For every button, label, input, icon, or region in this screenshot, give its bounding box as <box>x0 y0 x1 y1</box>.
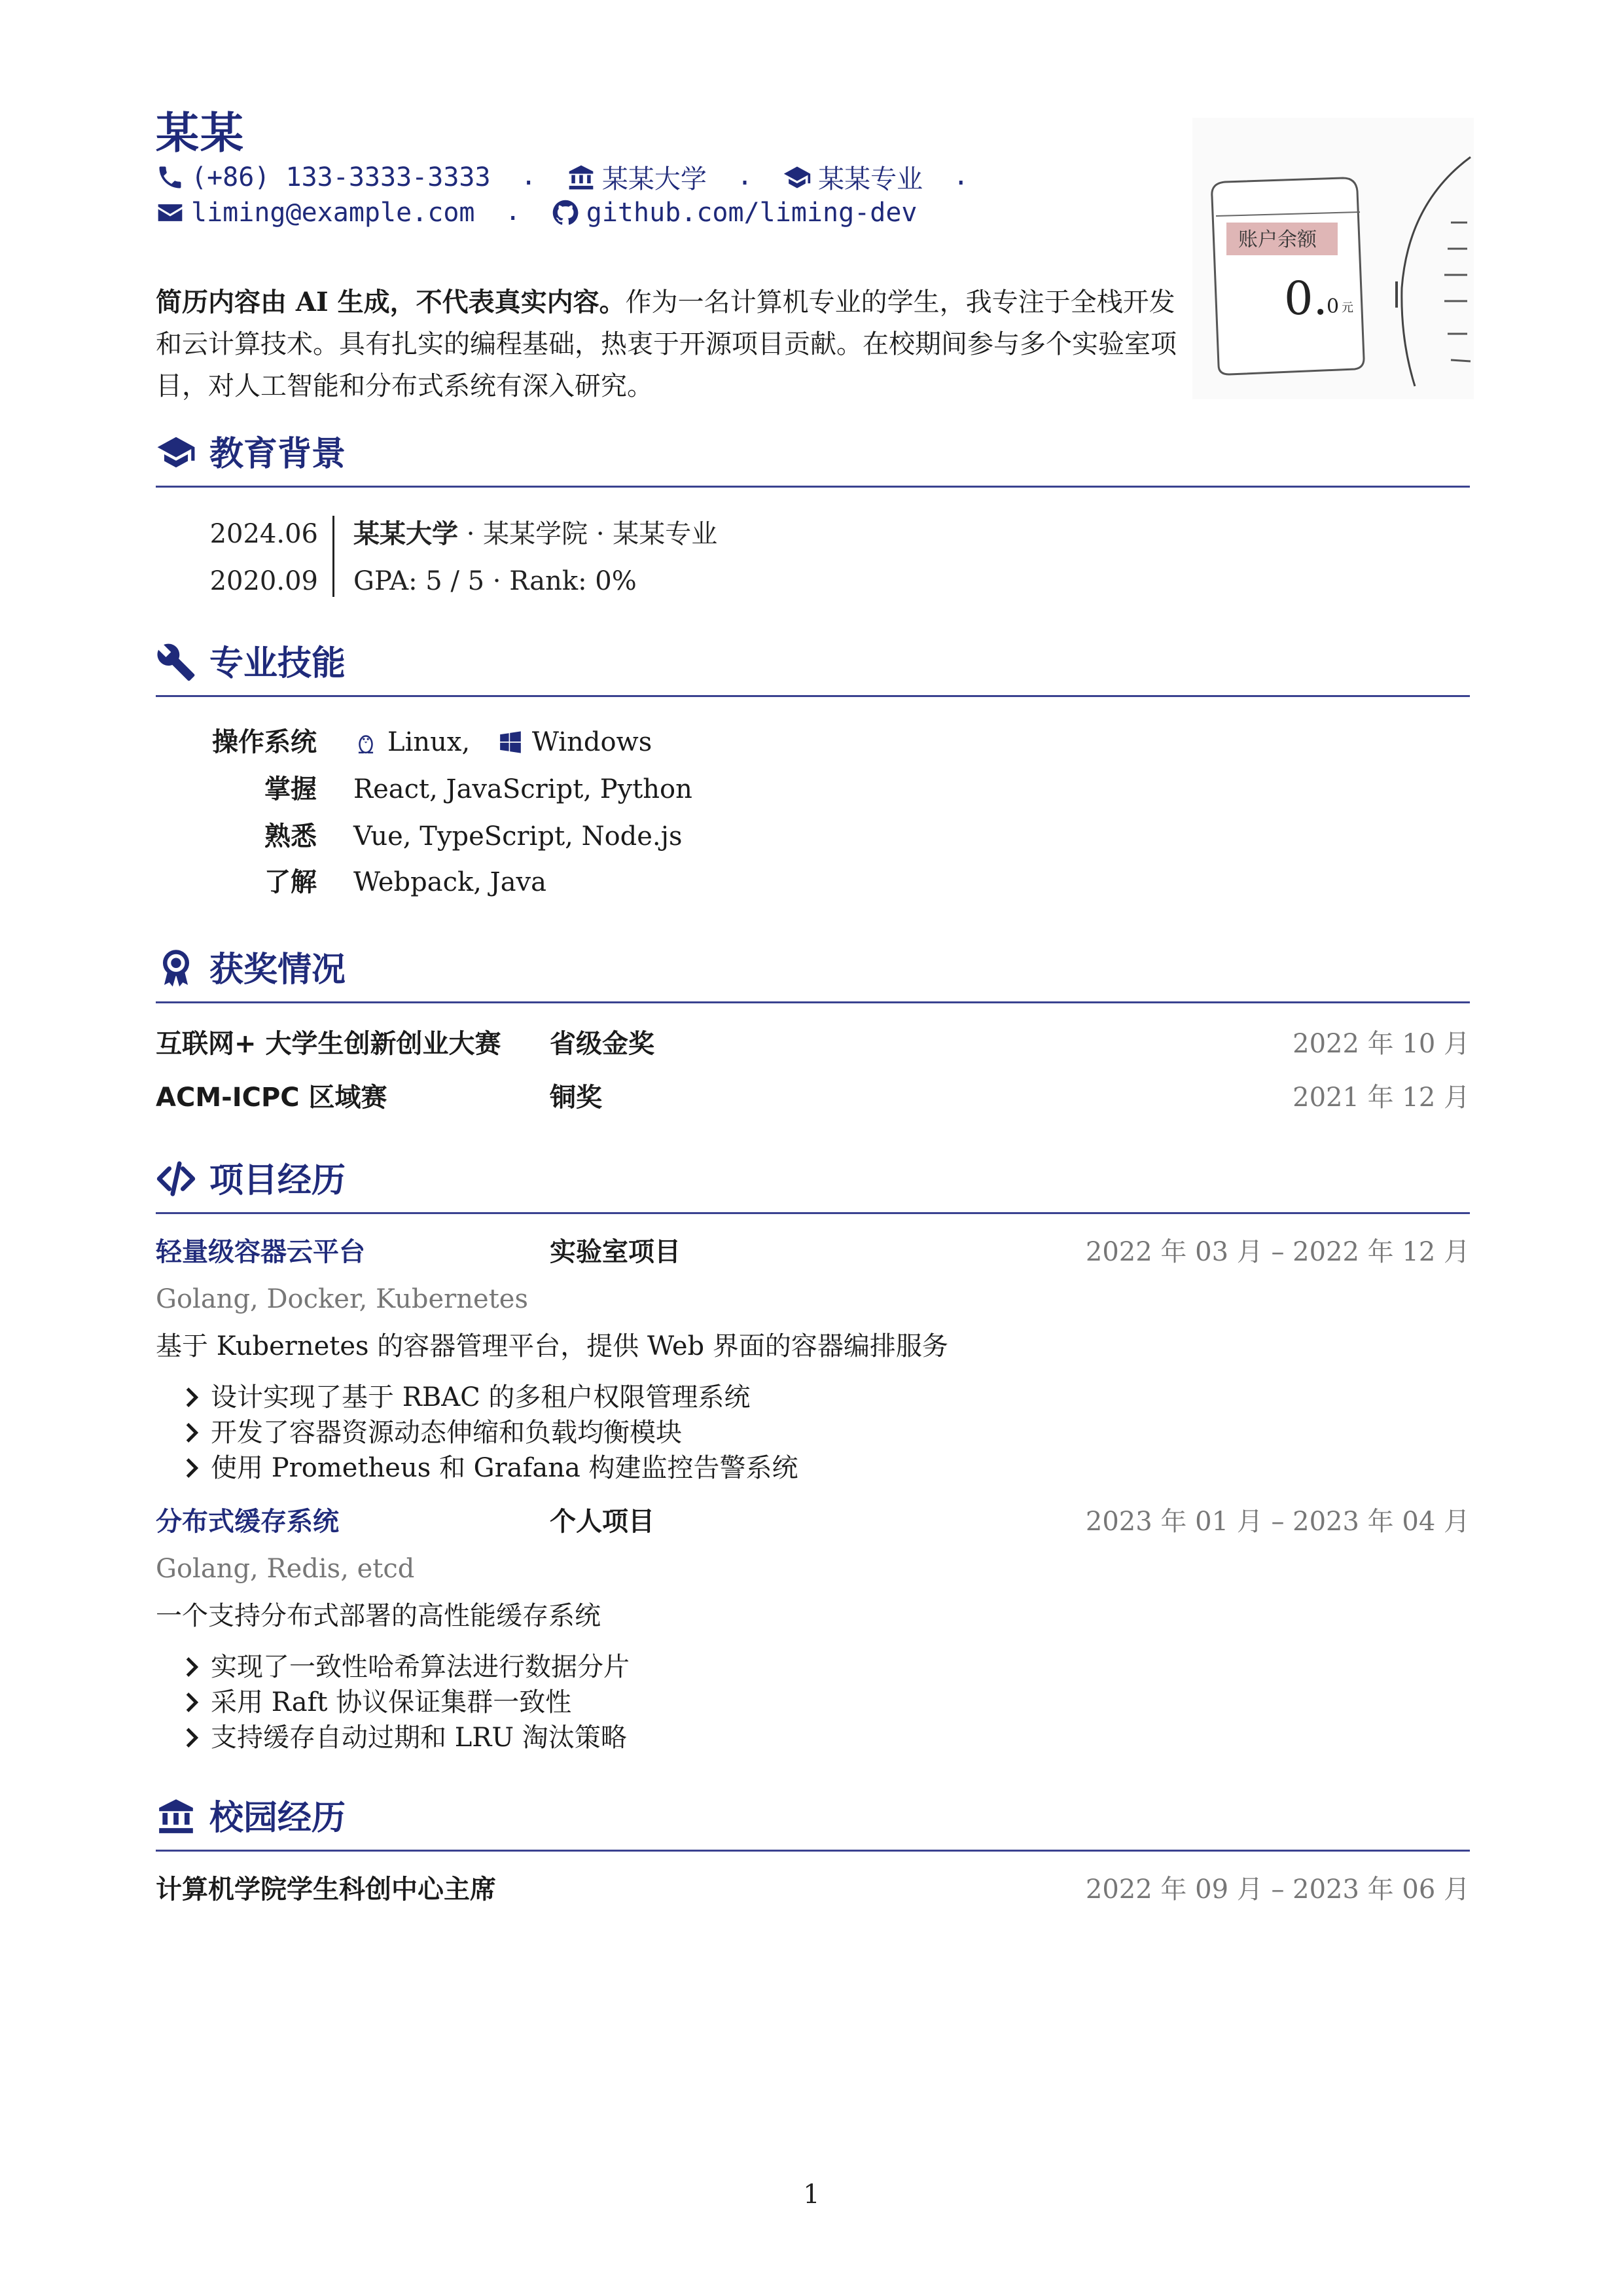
skill-value <box>353 719 652 770</box>
campus-date: 2022 年 09 月 – 2023 年 06 月 <box>1085 1874 1470 1905</box>
skill-label: 操作系统 <box>212 727 317 757</box>
award-level: 省级金奖 <box>550 1029 654 1059</box>
project-type: 实验室项目 <box>550 1237 681 1267</box>
github-item[interactable] <box>551 198 918 228</box>
project-bullets <box>183 1649 630 1755</box>
campus-row <box>156 1867 1470 1912</box>
project-header <box>156 1229 1470 1275</box>
chevron-right-icon <box>183 1691 202 1713</box>
education-start-date: 2020.09 <box>209 566 318 596</box>
profile-photo <box>1192 118 1474 399</box>
bullet-text: 使用 Prometheus 和 Grafana 构建监控告警系统 <box>211 1453 798 1483</box>
chevron-right-icon <box>183 1386 202 1408</box>
chevron-right-icon <box>183 1422 202 1444</box>
summary <box>156 281 1177 407</box>
award-name: ACM-ICPC 区域赛 <box>156 1083 387 1113</box>
award-row <box>156 1075 1470 1121</box>
separator: · <box>953 168 969 198</box>
major-item <box>783 158 923 196</box>
award-row <box>156 1021 1470 1067</box>
project-bullets <box>183 1380 798 1486</box>
linux-text: Linux, <box>387 727 471 757</box>
linux-icon <box>353 730 378 755</box>
skill-row <box>156 719 1334 766</box>
project-name: 轻量级容器云平台 <box>156 1237 365 1267</box>
envelope-icon <box>156 198 185 227</box>
bullet-text: 采用 Raft 协议保证集群一致性 <box>211 1687 572 1717</box>
code-icon <box>156 1158 196 1199</box>
list-item <box>183 1720 630 1755</box>
graduation-cap-icon <box>783 163 812 192</box>
section-awards <box>156 941 1470 1003</box>
project-tech: Golang, Docker, Kubernetes <box>156 1284 528 1314</box>
photo-value: 0. <box>1284 272 1328 325</box>
section-title: 获奖情况 <box>209 950 346 990</box>
skill-label: 掌握 <box>264 774 317 804</box>
list-item <box>183 1415 798 1450</box>
contact-line-1 <box>156 158 983 198</box>
section-skills <box>156 635 1470 697</box>
wrench-icon <box>156 641 196 682</box>
phone-icon <box>156 163 185 192</box>
skill-value: Webpack, Java <box>353 867 546 897</box>
list-item <box>183 1685 630 1720</box>
email-link[interactable]: liming@example.com <box>191 198 475 228</box>
chevron-right-icon <box>183 1727 202 1749</box>
os-windows <box>498 719 652 766</box>
summary-text: 作为一名计算机专业的学生，我专注于全栈开发和云计算技术。具有扎实的编程基础，热衷于开源项目贡献。在校期间参与多个实验室项目，对人工智能和分布式系统有深入研究。 <box>156 287 1177 401</box>
skill-row <box>156 859 1334 906</box>
project-name: 分布式缓存系统 <box>156 1507 339 1537</box>
section-title: 校园经历 <box>209 1799 346 1838</box>
major-text: 某某专业 <box>818 164 923 194</box>
skill-row <box>156 766 1334 813</box>
photo-label: 账户余额 <box>1238 228 1317 251</box>
section-title: 教育背景 <box>209 435 346 474</box>
list-item <box>183 1450 798 1486</box>
skill-value: Vue, TypeScript, Node.js <box>353 821 683 852</box>
university-item <box>567 158 707 196</box>
skill-label: 熟悉 <box>264 821 317 852</box>
education-gpa: GPA: 5 / 5 · Rank: 0% <box>353 566 637 596</box>
project-date: 2023 年 01 月 – 2023 年 04 月 <box>1085 1507 1470 1537</box>
separator: · <box>505 204 521 234</box>
bullet-text: 开发了容器资源动态伸缩和负载均衡模块 <box>211 1418 682 1448</box>
university-icon <box>567 163 596 192</box>
bullet-text: 支持缓存自动过期和 LRU 淘汰策略 <box>211 1723 627 1753</box>
timeline-bar <box>332 516 334 597</box>
list-item <box>183 1649 630 1685</box>
chevron-right-icon <box>183 1457 202 1479</box>
bullet-text: 实现了一致性哈希算法进行数据分片 <box>211 1652 630 1682</box>
education-school: 某某大学 <box>353 518 458 549</box>
graduation-cap-icon <box>156 432 196 473</box>
university-icon <box>156 1796 196 1837</box>
education-detail: · 某某学院 · 某某专业 <box>458 519 718 549</box>
photo-value-sub: 0 <box>1327 295 1340 318</box>
skill-value: React, JavaScript, Python <box>353 774 692 804</box>
list-item <box>183 1380 798 1415</box>
github-icon <box>551 198 580 227</box>
project-date: 2022 年 03 月 – 2022 年 12 月 <box>1085 1237 1470 1267</box>
campus-role: 计算机学院学生科创中心主席 <box>156 1874 496 1905</box>
skill-label: 了解 <box>264 867 317 897</box>
contact-line-2 <box>156 198 918 234</box>
project-desc: 基于 Kubernetes 的容器管理平台，提供 Web 界面的容器编排服务 <box>156 1331 948 1361</box>
award-date: 2022 年 10 月 <box>1293 1029 1470 1059</box>
phone-item <box>156 162 491 192</box>
project-header <box>156 1499 1470 1545</box>
education-details <box>353 511 717 605</box>
award-date: 2021 年 12 月 <box>1293 1083 1470 1113</box>
photo-unit: 元 <box>1342 301 1353 315</box>
skill-row <box>156 813 1334 860</box>
os-linux <box>353 719 470 766</box>
separator: · <box>736 168 753 198</box>
education-dates <box>190 511 318 605</box>
project-desc: 一个支持分布式部署的高性能缓存系统 <box>156 1601 601 1631</box>
windows-icon <box>498 730 523 755</box>
section-projects <box>156 1152 1470 1214</box>
section-education <box>156 425 1470 488</box>
page-number: 1 <box>803 2179 820 2210</box>
project-type: 个人项目 <box>550 1507 654 1537</box>
resume-name: 某某 <box>156 107 245 158</box>
bullet-text: 设计实现了基于 RBAC 的多租户权限管理系统 <box>211 1382 751 1412</box>
education-end-date: 2024.06 <box>209 519 318 549</box>
summary-disclaimer: 简历内容由 AI 生成，不代表真实内容。 <box>156 287 626 317</box>
phone-text: (+86) 133-3333-3333 <box>191 162 491 192</box>
award-icon <box>156 948 196 988</box>
section-campus <box>156 1789 1470 1852</box>
windows-text: Windows <box>531 727 652 757</box>
section-title: 专业技能 <box>209 644 346 683</box>
github-link[interactable]: github.com/liming-dev <box>586 198 918 228</box>
project-tech: Golang, Redis, etcd <box>156 1554 415 1584</box>
section-title: 项目经历 <box>209 1161 346 1200</box>
email-item[interactable] <box>156 198 474 228</box>
university-text: 某某大学 <box>601 164 707 194</box>
separator: · <box>520 168 537 198</box>
award-name: 互联网+ 大学生创新创业大赛 <box>156 1029 501 1059</box>
award-level: 铜奖 <box>550 1083 602 1113</box>
chevron-right-icon <box>183 1656 202 1678</box>
